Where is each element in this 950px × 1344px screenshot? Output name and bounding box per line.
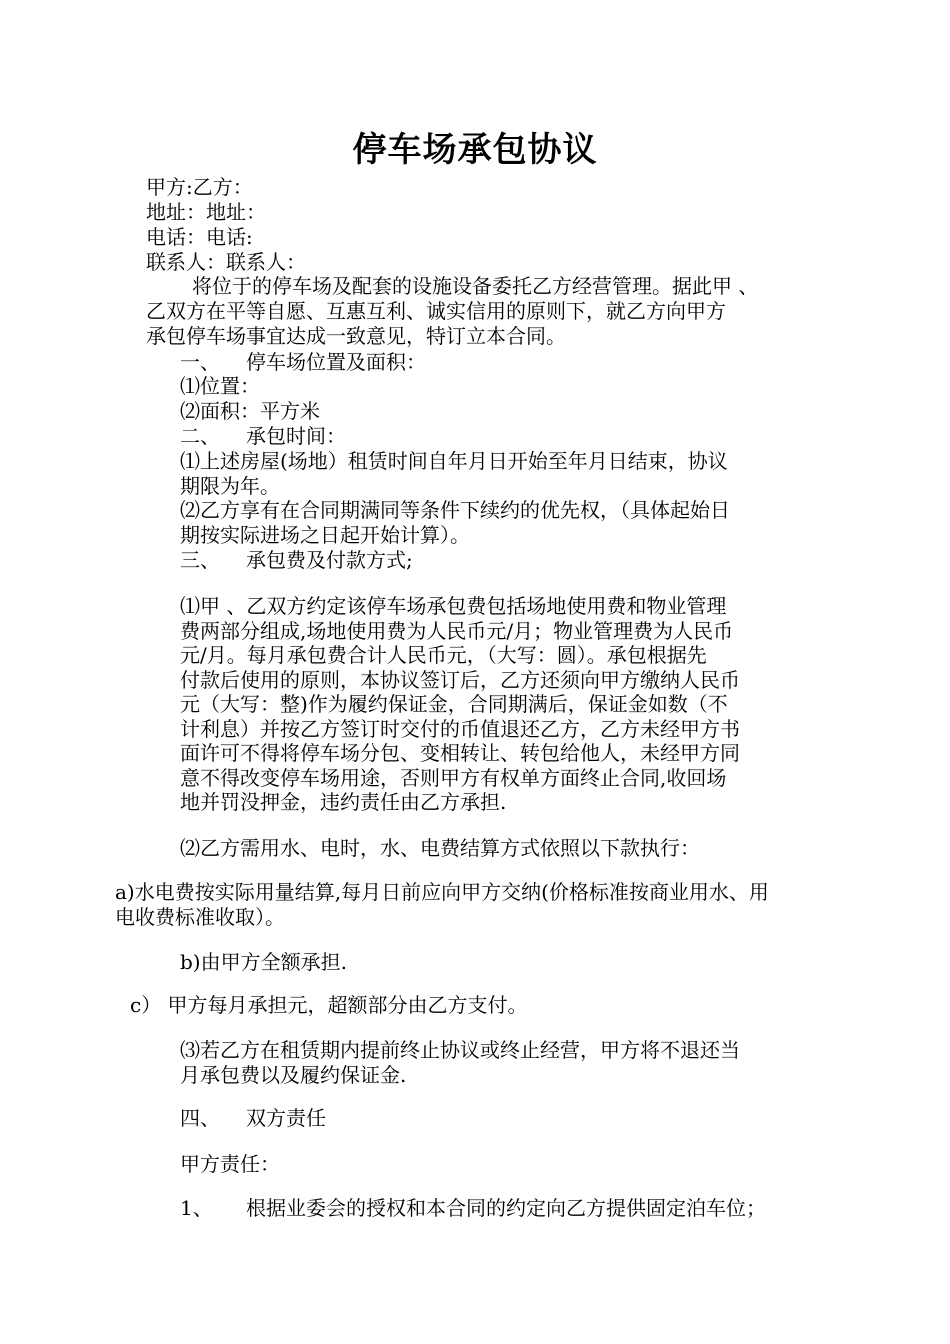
option-a-line: a)水电费按实际用量结算,每月日前应向甲方交纳(价格标准按商业用水、用 bbox=[115, 880, 769, 904]
utility-clause: ⑵乙方需用水、电时，水、电费结算方式依照以下款执行： bbox=[180, 836, 700, 860]
fee-clause-line: 计利息）并按乙方签订时交付的币值退还乙方，乙方未经甲方书 bbox=[180, 717, 740, 741]
fee-clause-line: ⑴甲 、乙双方约定该停车场承包费包括场地使用费和物业管理 bbox=[180, 594, 727, 618]
section-title: 双方责任 bbox=[246, 1106, 326, 1130]
party-a-duty-1 bbox=[180, 1196, 766, 1220]
address-line: 地址：地址： bbox=[146, 200, 266, 224]
section-number: 三、 bbox=[180, 548, 220, 572]
lease-term-line: ⑴上述房屋(场地）租赁时间自年月日开始至年月日结束，协议 bbox=[180, 449, 728, 473]
intro-line: 将位于的停车场及配套的设施设备委托乙方经营管理。据此甲 、 bbox=[192, 274, 759, 298]
section-title: 停车场位置及面积： bbox=[246, 350, 426, 374]
fee-clause-line: 意不得改变停车场用途，否则甲方有权单方面终止合同,收回场 bbox=[180, 766, 727, 790]
area-item: ⑵面积：平方米 bbox=[180, 399, 320, 423]
option-a-line: 电收费标准收取）。 bbox=[115, 905, 285, 929]
intro-line: 承包停车场事宜达成一致意见，特订立本合同。 bbox=[146, 324, 566, 348]
option-b: b)由甲方全额承担. bbox=[180, 950, 347, 974]
fee-clause-line: 元/月。每月承包费合计人民币元，（大写：圆）。承包根据先 bbox=[180, 643, 707, 667]
location-item: ⑴位置： bbox=[180, 374, 260, 398]
duty-number: 1、 bbox=[180, 1196, 213, 1220]
fee-clause-line: 面许可不得将停车场分包、变相转让、转包给他人，未经甲方同 bbox=[180, 741, 740, 765]
section-title: 承包时间： bbox=[246, 424, 346, 448]
renewal-line: 期按实际进场之日起开始计算）。 bbox=[180, 523, 470, 547]
early-termination-line: ⑶若乙方在租赁期内提前终止协议或终止经营，甲方将不退还当 bbox=[180, 1038, 740, 1062]
party-a-b-line: 甲方:乙方： bbox=[146, 175, 253, 199]
option-c: c） 甲方每月承担元，超额部分由乙方支付。 bbox=[130, 993, 528, 1017]
section-3-heading bbox=[180, 548, 413, 572]
section-1-heading bbox=[180, 350, 426, 374]
early-termination-line: 月承包费以及履约保证金. bbox=[180, 1063, 407, 1087]
fee-clause-line: 地并罚没押金，违约责任由乙方承担. bbox=[180, 790, 507, 814]
section-2-heading bbox=[180, 424, 346, 448]
section-number: 二、 bbox=[180, 424, 220, 448]
party-a-duties-heading: 甲方责任： bbox=[180, 1152, 280, 1176]
duty-text: 根据业委会的授权和本合同的约定向乙方提供固定泊车位； bbox=[246, 1196, 766, 1220]
phone-line: 电话：电话: bbox=[146, 225, 253, 249]
fee-clause-line: 费两部分组成,场地使用费为人民币元/月；物业管理费为人民币 bbox=[180, 619, 734, 643]
intro-line: 乙双方在平等自愿、互惠互利、诚实信用的原则下，就乙方向甲方 bbox=[146, 299, 726, 323]
fee-clause-line: 元（大写：整)作为履约保证金，合同期满后，保证金如数（不 bbox=[180, 692, 728, 716]
section-4-heading bbox=[180, 1106, 326, 1130]
renewal-line: ⑵乙方享有在合同期满同等条件下续约的优先权，（具体起始日 bbox=[180, 498, 730, 522]
document-title: 停车场承包协议 bbox=[352, 130, 598, 170]
lease-term-line: 期限为年。 bbox=[180, 474, 280, 498]
fee-clause-line: 付款后使用的原则，本协议签订后，乙方还须向甲方缴纳人民币 bbox=[180, 668, 740, 692]
section-title: 承包费及付款方式; bbox=[246, 548, 413, 572]
section-number: 四、 bbox=[180, 1106, 220, 1130]
section-number: 一、 bbox=[180, 350, 220, 374]
contact-line: 联系人：联系人： bbox=[146, 250, 306, 274]
